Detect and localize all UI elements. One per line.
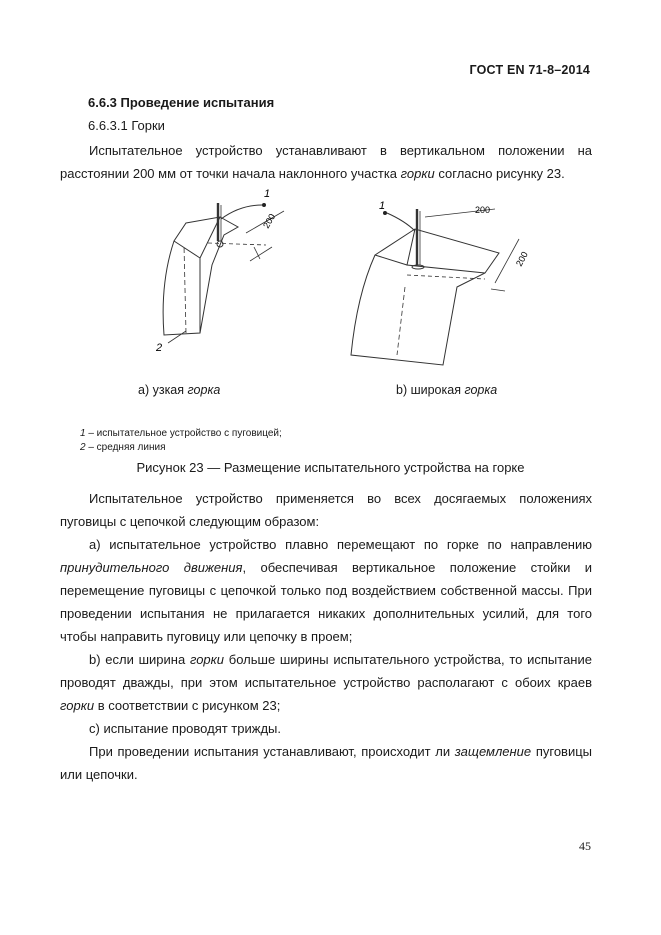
- subsection-title: 6.6.3.1 Горки: [88, 118, 165, 133]
- dimension-label: 200: [261, 211, 278, 230]
- callout-1b: 1: [379, 200, 386, 212]
- figure-narrow-slide: [150, 183, 300, 363]
- body-paragraph-1: Испытательное устройство применяется во всех досягаемых положениях пуговицы с цепочкой следующим образом:: [60, 491, 592, 529]
- callout-1: 1: [264, 188, 271, 200]
- caption-narrow: а) узкая горка: [138, 383, 221, 397]
- document-code: ГОСТ EN 71-8–2014: [469, 63, 590, 77]
- body-paragraph-c: с) испытание проводят трижды.: [89, 721, 281, 736]
- caption-wide: b) широкая горка: [396, 383, 498, 397]
- body-paragraph-final: При проведении испытания устанавливают, происходит ли защемление пуговицы или цепочки.: [60, 744, 593, 782]
- intro-paragraph: Испытательное устройство устанавливают в вертикальном положении на расстоянии 200 мм от точки начала наклонного участка горки согласно рисунку 23.: [60, 143, 592, 181]
- dimension-label-c: 200: [513, 249, 530, 268]
- body-paragraph-a: а) испытательное устройство плавно перемещают по горке по направлению принудительного движения, обеспечивая вертикальное положение стойки и перемещение пуговицы с цепочкой только под воздействием собственной массы. При проведении испытания не прилагается никаких дополнительных усилий, для того чтобы направить пуговицу или цепочку в проем;: [60, 537, 592, 644]
- figure-title: Рисунок 23 — Размещение испытательного устройства на горке: [136, 460, 525, 475]
- legend-item-2: 2 – средняя линия: [80, 442, 166, 453]
- callout-2: 2: [156, 342, 163, 354]
- body-paragraph-b: b) если ширина горки больше ширины испытательного устройства, то испытание проводят дважды, при этом испытательное устройство располагают с обоих краев горки в соответствии с рисунком 23;: [60, 652, 592, 713]
- page-number: 45: [579, 839, 591, 853]
- dimension-label-b: 200: [475, 205, 491, 215]
- figure-wide-slide: [345, 195, 545, 370]
- legend-item-1: 1 – испытательное устройство с пуговицей;: [80, 428, 282, 439]
- section-title: 6.6.3 Проведение испытания: [88, 95, 275, 110]
